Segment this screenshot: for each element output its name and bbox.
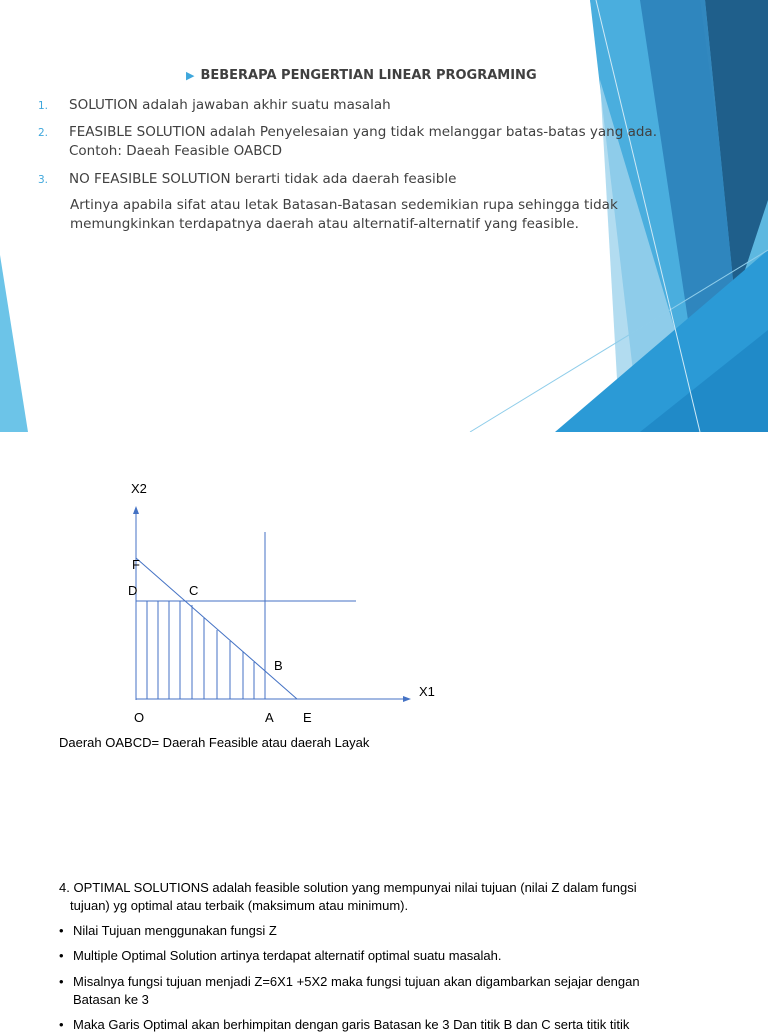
feasible-region-diagram — [0, 432, 768, 732]
list-number: 3. — [38, 174, 49, 186]
bullet-dot-icon: • — [59, 974, 64, 989]
bullet-dot-icon: • — [59, 948, 64, 963]
label-d: D — [128, 583, 138, 598]
label-c: C — [189, 583, 199, 598]
label-b: B — [274, 658, 283, 673]
label-x2: X2 — [131, 481, 147, 496]
label-e: E — [303, 710, 312, 725]
label-a: A — [265, 710, 274, 725]
bullet-text: Misalnya fungsi tujuan menjadi Z=6X1 +5X2 maka fungsi tujuan akan digambarkan sejajar dengan — [73, 974, 640, 989]
slide-heading — [186, 68, 537, 83]
label-x1: X1 — [419, 684, 435, 699]
bullet-dot-icon: • — [59, 923, 64, 938]
bullet-text-line2: Batasan ke 3 — [73, 992, 149, 1007]
bullet-dot-icon: • — [59, 1017, 64, 1032]
note-line-2: memungkinkan terdapatnya daerah atau alternatif-alternatif yang feasible. — [70, 216, 579, 232]
slide-top — [0, 0, 768, 432]
left-facet — [0, 255, 28, 432]
optimal-paragraph-line1: 4. OPTIMAL SOLUTIONS adalah feasible solution yang mempunyai nilai tujuan (nilai Z dalam fungsi — [59, 880, 637, 895]
note-line-1: Artinya apabila sifat atau letak Batasan-Batasan sedemikian rupa sehingga tidak — [70, 197, 618, 213]
feasible-hatching — [147, 601, 254, 699]
list-text: FEASIBLE SOLUTION adalah Penyelesaian yang tidak melanggar batas-batas yang ada. — [69, 124, 657, 140]
bullet-text: Multiple Optimal Solution artinya terdapat alternatif optimal suatu masalah. — [73, 948, 502, 963]
list-text-line2: Contoh: Daeah Feasible OABCD — [69, 143, 283, 159]
diagram-caption: Daerah OABCD= Daerah Feasible atau daerah Layak — [59, 735, 370, 750]
list-number: 1. — [38, 100, 49, 112]
bullet-text: Nilai Tujuan menggunakan fungsi Z — [73, 923, 277, 938]
bullet-text: Maka Garis Optimal akan berhimpitan dengan garis Batasan ke 3 Dan titik B dan C serta titik titik — [73, 1017, 630, 1032]
label-f: F — [132, 557, 140, 572]
x1-arrow-icon — [403, 696, 411, 702]
triangle-bullet-icon: ▶ — [186, 69, 195, 82]
list-text: SOLUTION adalah jawaban akhir suatu masalah — [69, 97, 391, 113]
list-number: 2. — [38, 127, 49, 139]
x2-arrow-icon — [133, 506, 139, 514]
list-text: NO FEASIBLE SOLUTION berarti tidak ada daerah feasible — [69, 171, 457, 187]
label-o: O — [134, 710, 145, 725]
slide-heading-text: BEBERAPA PENGERTIAN LINEAR PROGRAMING — [200, 68, 537, 83]
slide-bottom — [0, 432, 768, 1032]
optimal-paragraph-line2: tujuan) yg optimal atau terbaik (maksimum atau minimum). — [70, 898, 409, 913]
